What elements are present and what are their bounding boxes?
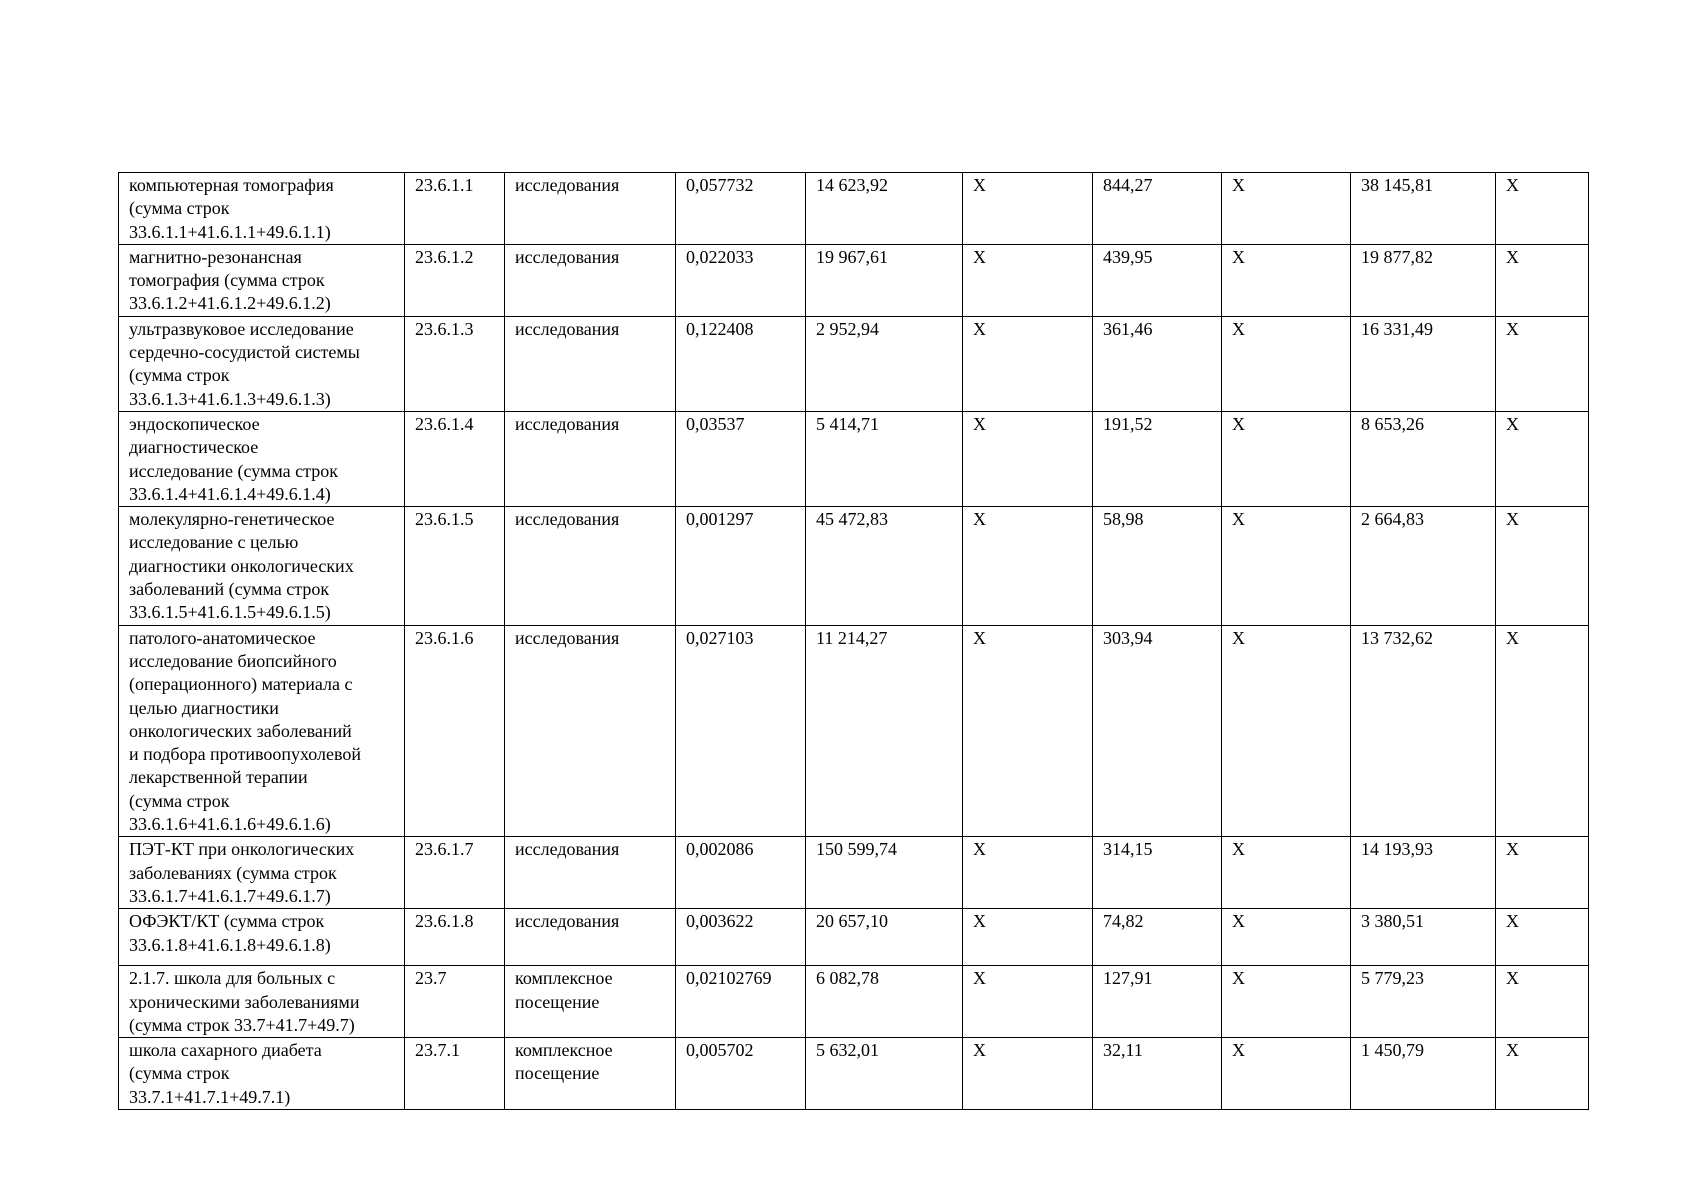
cell-cost: 14 623,92	[806, 173, 963, 245]
cell-norm: 0,005702	[676, 1038, 806, 1110]
cell-x3: X	[1496, 507, 1589, 625]
cell-total: 2 664,83	[1351, 507, 1496, 625]
cell-per-capita: 361,46	[1093, 316, 1222, 411]
cell-name: ПЭТ-КТ при онкологических заболеваниях (сумма строк 33.6.1.7+41.6.1.7+49.6.1.7)	[119, 837, 405, 909]
cell-unit: комплексное посещение	[505, 966, 676, 1038]
cell-unit: исследования	[505, 316, 676, 411]
cell-name: ОФЭКТ/КТ (сумма строк 33.6.1.8+41.6.1.8+49.6.1.8)	[119, 909, 405, 966]
cell-code: 23.6.1.6	[405, 625, 505, 837]
cell-name: школа сахарного диабета (сумма строк 33.7.1+41.7.1+49.7.1)	[119, 1038, 405, 1110]
cell-total: 38 145,81	[1351, 173, 1496, 245]
cell-unit: исследования	[505, 837, 676, 909]
cell-per-capita: 58,98	[1093, 507, 1222, 625]
cell-cost: 20 657,10	[806, 909, 963, 966]
cell-x2: X	[1222, 625, 1351, 837]
cell-x1: X	[963, 507, 1093, 625]
cell-x2: X	[1222, 966, 1351, 1038]
cell-norm: 0,003622	[676, 909, 806, 966]
cell-norm: 0,001297	[676, 507, 806, 625]
cell-per-capita: 314,15	[1093, 837, 1222, 909]
cell-x1: X	[963, 173, 1093, 245]
cell-x1: X	[963, 316, 1093, 411]
cell-x3: X	[1496, 244, 1589, 316]
cell-code: 23.6.1.2	[405, 244, 505, 316]
cell-cost: 45 472,83	[806, 507, 963, 625]
cell-x3: X	[1496, 1038, 1589, 1110]
cell-norm: 0,122408	[676, 316, 806, 411]
cell-norm: 0,057732	[676, 173, 806, 245]
cell-total: 19 877,82	[1351, 244, 1496, 316]
cell-cost: 150 599,74	[806, 837, 963, 909]
cell-name: ультразвуковое исследование сердечно-сосудистой системы (сумма строк 33.6.1.3+41.6.1.3+49.6.1.3)	[119, 316, 405, 411]
table-row	[119, 507, 1589, 625]
cell-code: 23.6.1.3	[405, 316, 505, 411]
cell-x3: X	[1496, 173, 1589, 245]
cell-cost: 19 967,61	[806, 244, 963, 316]
cell-x3: X	[1496, 837, 1589, 909]
table-row	[119, 837, 1589, 909]
cell-x2: X	[1222, 837, 1351, 909]
cell-unit: исследования	[505, 909, 676, 966]
cell-total: 1 450,79	[1351, 1038, 1496, 1110]
cell-x2: X	[1222, 244, 1351, 316]
cell-name: компьютерная томография (сумма строк 33.6.1.1+41.6.1.1+49.6.1.1)	[119, 173, 405, 245]
cell-per-capita: 303,94	[1093, 625, 1222, 837]
table-row	[119, 173, 1589, 245]
cell-unit: исследования	[505, 411, 676, 506]
cell-per-capita: 191,52	[1093, 411, 1222, 506]
cell-total: 14 193,93	[1351, 837, 1496, 909]
cell-x1: X	[963, 909, 1093, 966]
cell-cost: 5 414,71	[806, 411, 963, 506]
cell-unit: исследования	[505, 244, 676, 316]
cell-x2: X	[1222, 507, 1351, 625]
cell-total: 5 779,23	[1351, 966, 1496, 1038]
cell-unit: исследования	[505, 173, 676, 245]
cell-x2: X	[1222, 316, 1351, 411]
cell-x1: X	[963, 837, 1093, 909]
cell-norm: 0,002086	[676, 837, 806, 909]
table-row	[119, 244, 1589, 316]
cell-name: 2.1.7. школа для больных с хроническими заболеваниями (сумма строк 33.7+41.7+49.7)	[119, 966, 405, 1038]
cell-x1: X	[963, 411, 1093, 506]
cell-x3: X	[1496, 625, 1589, 837]
cell-x2: X	[1222, 909, 1351, 966]
cell-cost: 2 952,94	[806, 316, 963, 411]
table-row	[119, 966, 1589, 1038]
cell-total: 13 732,62	[1351, 625, 1496, 837]
cell-cost: 6 082,78	[806, 966, 963, 1038]
cell-total: 8 653,26	[1351, 411, 1496, 506]
table-body	[119, 173, 1589, 1110]
cell-cost: 5 632,01	[806, 1038, 963, 1110]
cell-x3: X	[1496, 411, 1589, 506]
table-row	[119, 625, 1589, 837]
cell-x1: X	[963, 244, 1093, 316]
cell-name: патолого-анатомическое исследование биопсийного (операционного) материала с целью диагностики онкологических заболеваний и подбора противоопухолевой лекарственной терапии (сумма строк 33.6.1.6+41.6.1.6+49.6.1.6)	[119, 625, 405, 837]
table-row	[119, 316, 1589, 411]
cell-x3: X	[1496, 909, 1589, 966]
cell-code: 23.6.1.4	[405, 411, 505, 506]
cell-total: 3 380,51	[1351, 909, 1496, 966]
cell-unit: комплексное посещение	[505, 1038, 676, 1110]
data-table	[118, 172, 1589, 1110]
cell-unit: исследования	[505, 507, 676, 625]
cell-x3: X	[1496, 316, 1589, 411]
cell-per-capita: 74,82	[1093, 909, 1222, 966]
cell-code: 23.7	[405, 966, 505, 1038]
table-row	[119, 909, 1589, 966]
cell-norm: 0,027103	[676, 625, 806, 837]
cell-cost: 11 214,27	[806, 625, 963, 837]
cell-code: 23.7.1	[405, 1038, 505, 1110]
cell-per-capita: 439,95	[1093, 244, 1222, 316]
cell-norm: 0,03537	[676, 411, 806, 506]
cell-per-capita: 844,27	[1093, 173, 1222, 245]
cell-code: 23.6.1.1	[405, 173, 505, 245]
cell-code: 23.6.1.8	[405, 909, 505, 966]
cell-unit: исследования	[505, 625, 676, 837]
cell-name: эндоскопическое диагностическое исследование (сумма строк 33.6.1.4+41.6.1.4+49.6.1.4)	[119, 411, 405, 506]
cell-code: 23.6.1.5	[405, 507, 505, 625]
cell-code: 23.6.1.7	[405, 837, 505, 909]
cell-norm: 0,02102769	[676, 966, 806, 1038]
cell-x2: X	[1222, 1038, 1351, 1110]
cell-per-capita: 127,91	[1093, 966, 1222, 1038]
table-row	[119, 1038, 1589, 1110]
cell-x2: X	[1222, 411, 1351, 506]
cell-x2: X	[1222, 173, 1351, 245]
cell-x1: X	[963, 1038, 1093, 1110]
cell-name: магнитно-резонансная томография (сумма строк 33.6.1.2+41.6.1.2+49.6.1.2)	[119, 244, 405, 316]
cell-x3: X	[1496, 966, 1589, 1038]
table-row	[119, 411, 1589, 506]
cell-x1: X	[963, 625, 1093, 837]
cell-norm: 0,022033	[676, 244, 806, 316]
cell-total: 16 331,49	[1351, 316, 1496, 411]
cell-x1: X	[963, 966, 1093, 1038]
cell-per-capita: 32,11	[1093, 1038, 1222, 1110]
cell-name: молекулярно-генетическое исследование с целью диагностики онкологических заболеваний (сумма строк 33.6.1.5+41.6.1.5+49.6.1.5)	[119, 507, 405, 625]
